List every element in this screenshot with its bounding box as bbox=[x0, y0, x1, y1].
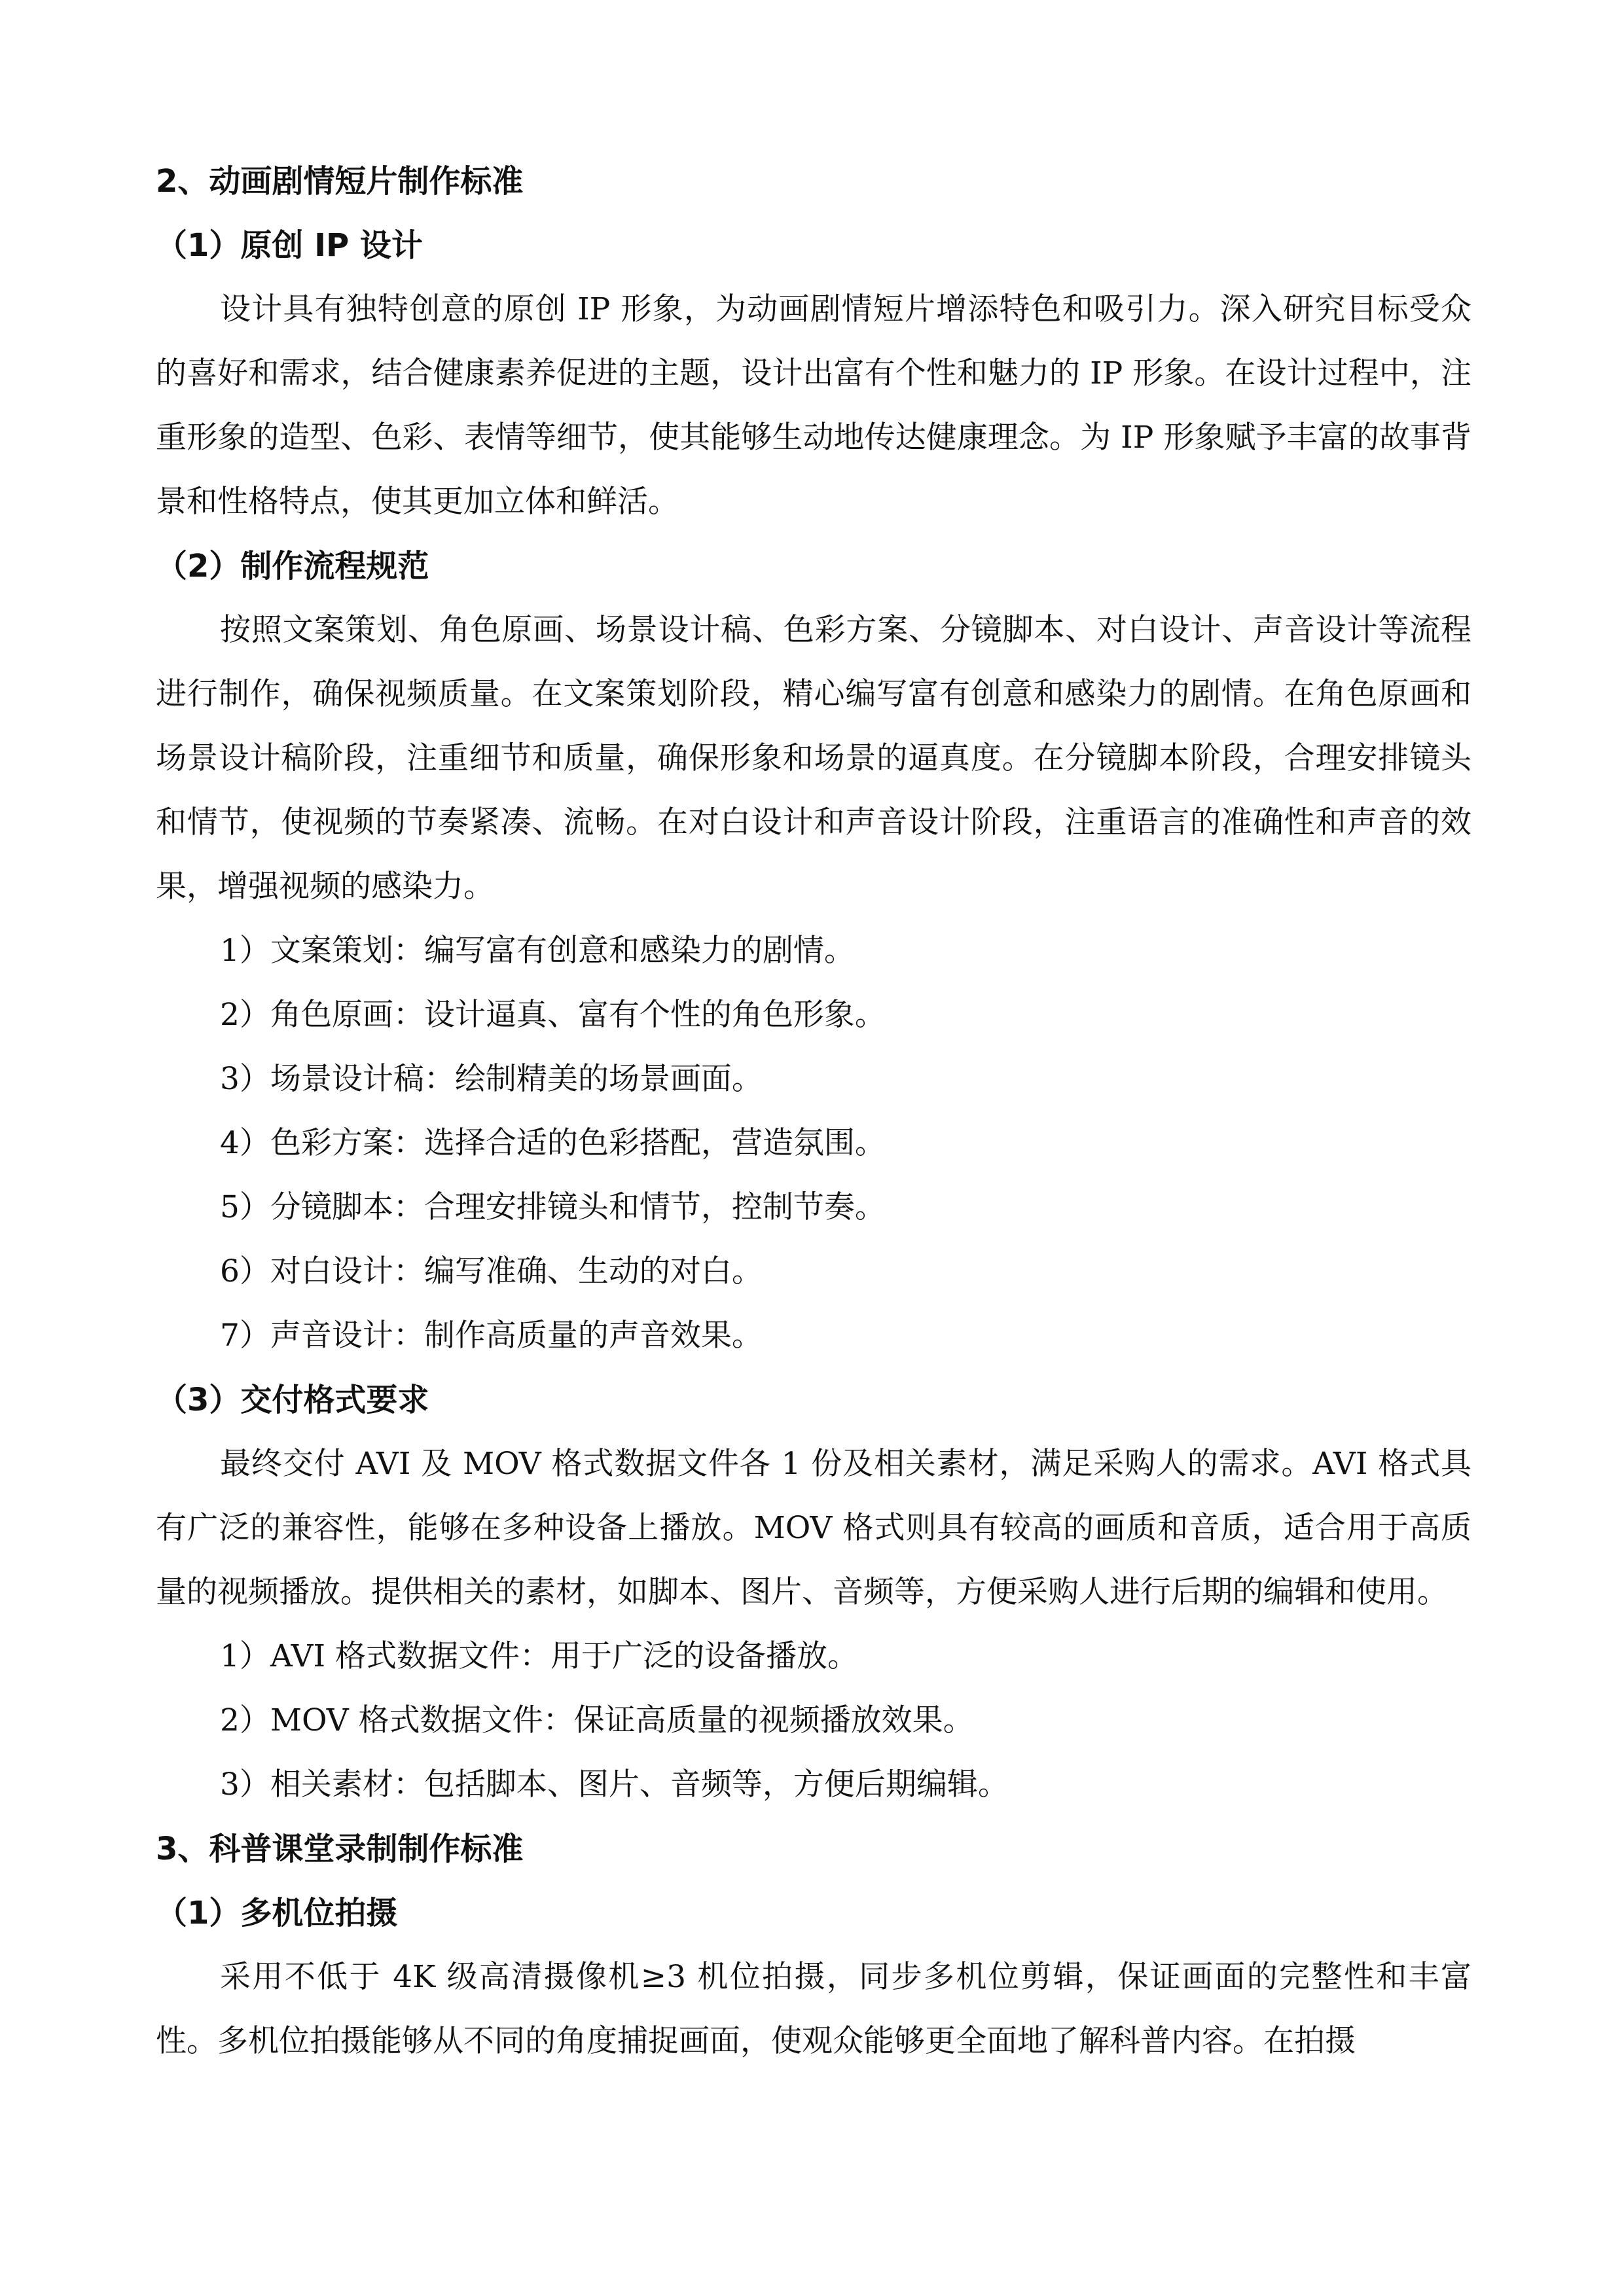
list-item: 6）对白设计：编写准确、生动的对白。 bbox=[220, 1253, 763, 1289]
list-item: 2）MOV 格式数据文件：保证高质量的视频播放效果。 bbox=[220, 1702, 974, 1738]
paragraph: 设计具有独特创意的原创 IP 形象，为动画剧情短片增添特色和吸引力。深入研究目标受众的喜好和需求，结合健康素养促进的主题，设计出富有个性和魅力的 IP 形象。在设计过程中，注重形象的造型、色彩、表情等细节，使其能够生动地传达健康理念。为 IP 形象赋予丰富的故事背景和性格特点，使其更加立体和鲜活。 bbox=[156, 291, 1471, 520]
list-item: 1）文案策划：编写富有创意和感染力的剧情。 bbox=[220, 933, 855, 969]
list-item: 5）分镜脚本：合理安排镜头和情节，控制节奏。 bbox=[220, 1189, 886, 1225]
paragraph: 按照文案策划、角色原画、场景设计稿、色彩方案、分镜脚本、对白设计、声音设计等流程进行制作，确保视频质量。在文案策划阶段，精心编写富有创意和感染力的剧情。在角色原画和场景设计稿阶段，注重细节和质量，确保形象和场景的逼真度。在分镜脚本阶段，合理安排镜头和情节，使视频的节奏紧凑、流畅。在对白设计和声音设计阶段，注重语言的准确性和声音的效果，增强视频的感染力。 bbox=[156, 612, 1471, 905]
list-item: 3）相关素材：包括脚本、图片、音频等，方便后期编辑。 bbox=[220, 1767, 1009, 1803]
paragraph: 采用不低于 4K 级高清摄像机≥3 机位拍摄，同步多机位剪辑，保证画面的完整性和丰富性。多机位拍摄能够从不同的角度捕捉画面，使观众能够更全面地了解科普内容。在拍摄 bbox=[156, 1959, 1471, 2059]
document-body bbox=[156, 149, 1471, 2073]
list-item: 7）声音设计：制作高质量的声音效果。 bbox=[220, 1318, 763, 1354]
list-item: 4）色彩方案：选择合适的色彩搭配，营造氛围。 bbox=[220, 1125, 886, 1161]
section-heading: 2、动画剧情短片制作标准 bbox=[156, 163, 524, 200]
subsection-heading: （1）原创 IP 设计 bbox=[156, 227, 423, 264]
list-item: 2）角色原画：设计逼真、富有个性的角色形象。 bbox=[220, 997, 886, 1033]
subsection-heading: （1）多机位拍摄 bbox=[156, 1895, 398, 1931]
list-item: 1）AVI 格式数据文件：用于广泛的设备播放。 bbox=[220, 1638, 858, 1674]
section-heading: 3、科普课堂录制制作标准 bbox=[156, 1831, 524, 1867]
subsection-heading: （3）交付格式要求 bbox=[156, 1382, 429, 1418]
list-item: 3）场景设计稿：绘制精美的场景画面。 bbox=[220, 1061, 763, 1097]
paragraph: 最终交付 AVI 及 MOV 格式数据文件各 1 份及相关素材，满足采购人的需求。AVI 格式具有广泛的兼容性，能够在多种设备上播放。MOV 格式则具有较高的画质和音质，适合用于高质量的视频播放。提供相关的素材，如脚本、图片、音频等，方便采购人进行后期的编辑和使用。 bbox=[156, 1446, 1471, 1610]
subsection-heading: （2）制作流程规范 bbox=[156, 548, 429, 584]
